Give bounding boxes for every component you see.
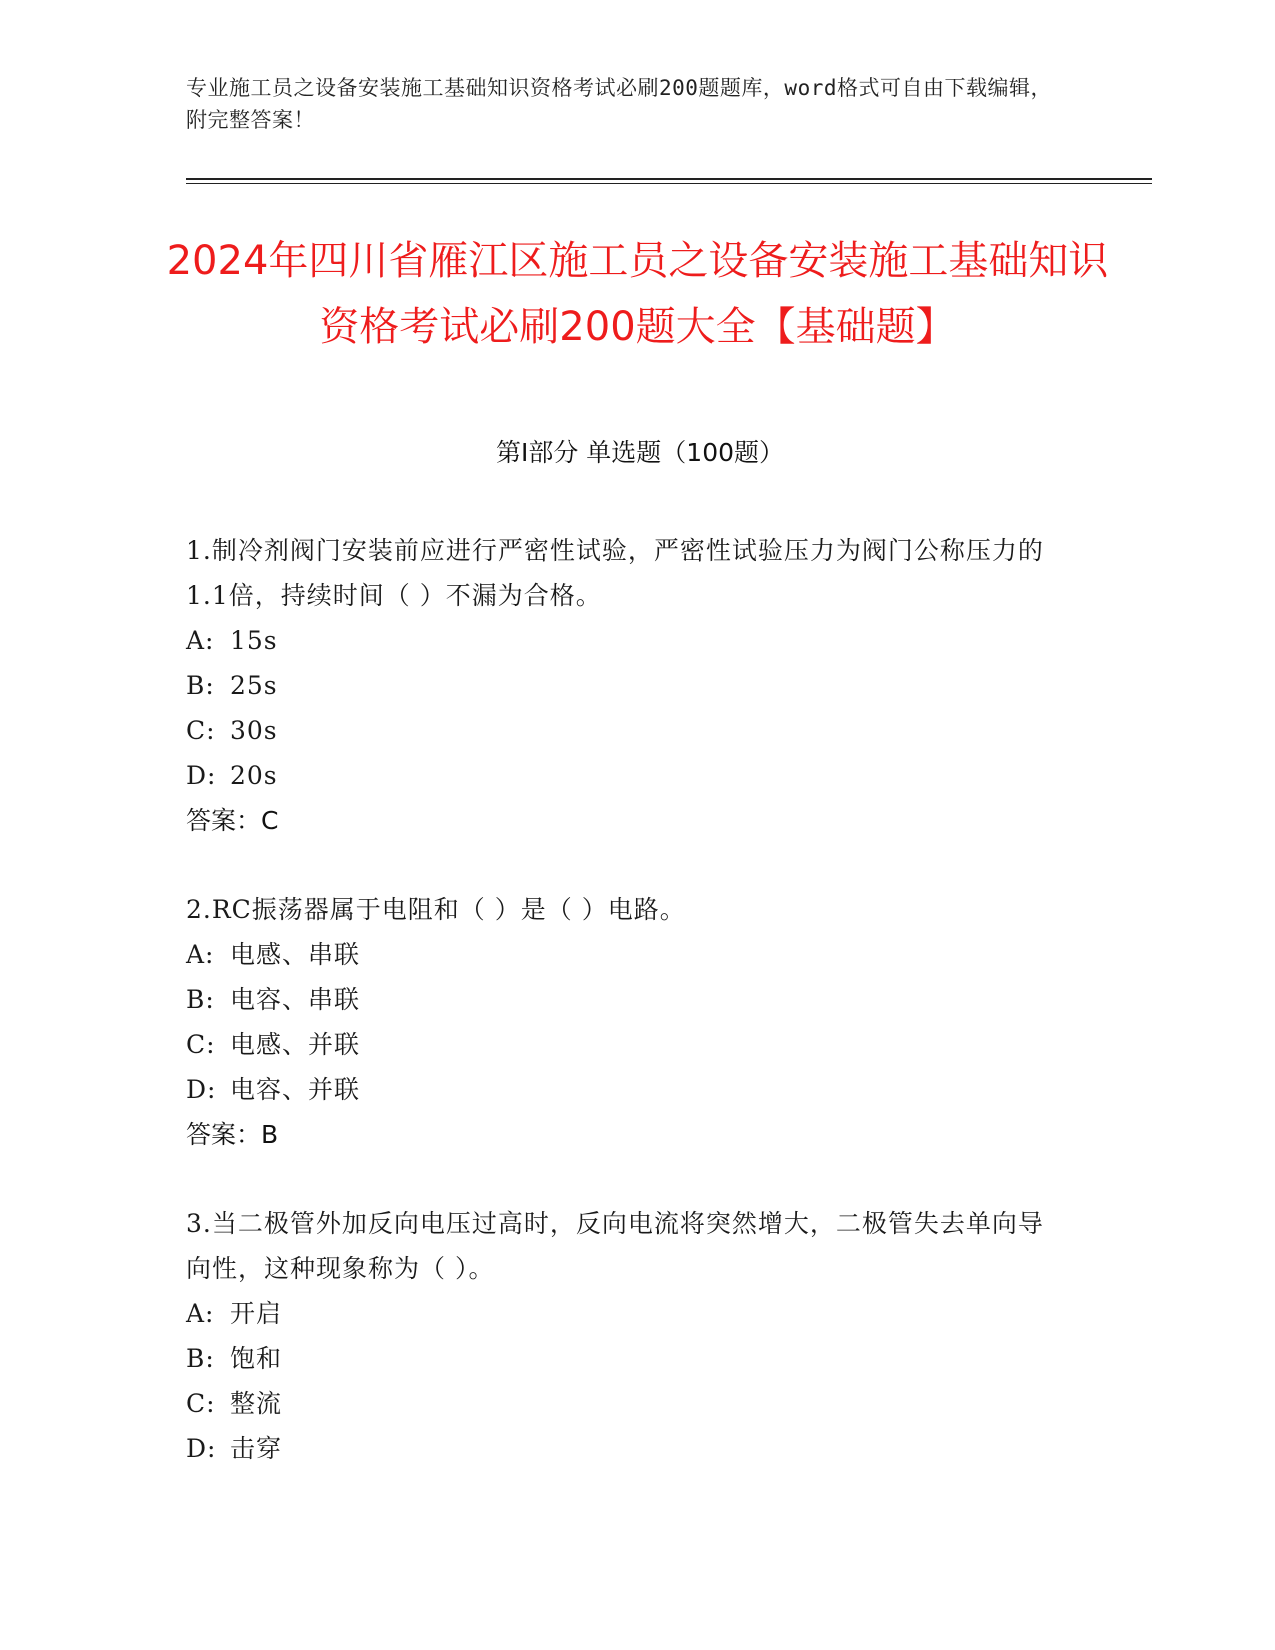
option-key: C: [186,716,216,745]
option-text: 击穿 [230,1434,283,1463]
option-c [186,1381,1066,1426]
option-text: 开启 [230,1299,283,1328]
option-key: B: [186,671,215,700]
option-key: D: [186,1075,217,1104]
option-key: D: [186,761,217,790]
option-text: 饱和 [230,1344,283,1373]
option-b [186,977,1066,1022]
option-d [186,1426,1066,1471]
option-key: A: [186,626,215,655]
option-a [186,1291,1066,1336]
option-text: 15s [230,626,278,655]
option-key: C: [186,1389,216,1418]
question-list [186,528,1066,1515]
header-note: 专业施工员之设备安装施工基础知识资格考试必刷200题题库，word格式可自由下载编辑，附完整答案！ [186,76,1052,132]
option-text: 电感、并联 [230,1030,361,1059]
option-b [186,1336,1066,1381]
option-key: B: [186,1344,215,1373]
header-divider-thick [186,178,1152,180]
question-stem: 1.制冷剂阀门安装前应进行严密性试验，严密性试验压力为阀门公称压力的1.1倍，持续时间（ ）不漏为合格。 [186,536,1044,610]
option-key: C: [186,1030,216,1059]
option-c [186,708,1066,753]
option-text: 电感、串联 [230,940,361,969]
option-text: 电容、并联 [230,1075,361,1104]
option-text: 30s [230,716,278,745]
answer: 答案：C [186,806,279,835]
section-title: 第I部分 单选题（100题） [495,438,785,467]
question-2 [186,887,1066,1157]
question-1 [186,528,1066,843]
question-3 [186,1201,1066,1471]
option-b [186,663,1066,708]
option-c [186,1022,1066,1067]
option-text: 电容、串联 [230,985,361,1014]
question-stem: 3.当二极管外加反向电压过高时，反向电流将突然增大，二极管失去单向导向性，这种现象称为（ ）。 [186,1209,1044,1283]
option-text: 整流 [230,1389,283,1418]
answer: 答案：B [186,1120,279,1149]
header-divider-thin [186,183,1152,184]
option-key: A: [186,1299,215,1328]
option-key: A: [186,940,215,969]
option-text: 20s [230,761,278,790]
option-key: B: [186,985,215,1014]
option-key: D: [186,1434,217,1463]
document-title: 2024年四川省雁江区施工员之设备安装施工基础知识资格考试必刷200题大全【基础题】 [166,238,1109,350]
question-stem: 2.RC振荡器属于电阻和（ ）是（ ）电路。 [186,895,686,924]
option-a [186,932,1066,977]
option-d [186,1067,1066,1112]
option-a [186,618,1066,663]
option-text: 25s [230,671,278,700]
option-d [186,753,1066,798]
